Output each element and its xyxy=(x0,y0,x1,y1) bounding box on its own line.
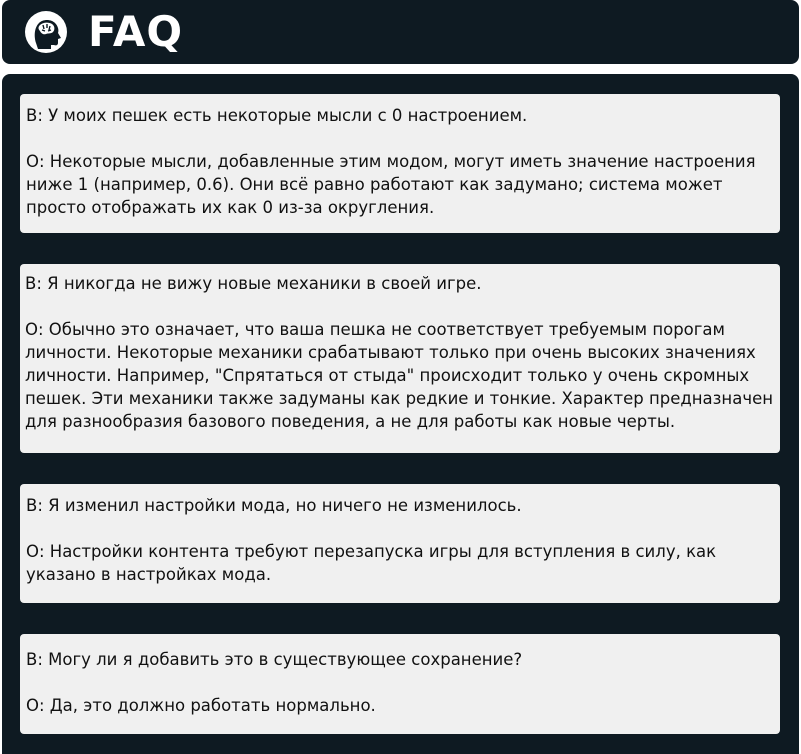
page-title: FAQ xyxy=(88,7,184,56)
faq-question: В: Я изменил настройки мода, но ничего не изменилось. xyxy=(26,496,522,515)
faq-question: В: У моих пешек есть некоторые мысли с 0 настроением. xyxy=(26,106,528,125)
faq-item xyxy=(20,94,780,233)
faq-item xyxy=(20,634,780,734)
header-bar xyxy=(2,0,799,64)
faq-answer: О: Обычно это означает, что ваша пешка не соответствует требуемым порогам личности. Некоторые механики срабатывают только при очень высоких значениях личности. Например, "Спрятаться от стыда" происходит только у очень скромных пешек. Эти механики также задуманы как редкие и тонкие. Характер предназначен для разнообразия базового поведения, а не для работы как новые черты. xyxy=(25,320,774,431)
faq-answer: О: Некоторые мысли, добавленные этим модом, могут иметь значение настроения ниже 1 (например, 0.6). Они всё равно работают как задумано; система может просто отображать их как 0 из-за округления. xyxy=(26,152,756,217)
faq-answer: О: Настройки контента требуют перезапуска игры для вступления в силу, как указано в настройках мода. xyxy=(26,542,717,584)
faq-item xyxy=(20,484,780,603)
brain-head-icon xyxy=(24,10,68,54)
faq-answer: О: Да, это должно работать нормально. xyxy=(26,696,376,715)
faq-question: В: Я никогда не вижу новые механики в своей игре. xyxy=(25,274,482,293)
faq-question: В: Могу ли я добавить это в существующее сохранение? xyxy=(26,650,523,669)
faq-item xyxy=(20,264,780,453)
